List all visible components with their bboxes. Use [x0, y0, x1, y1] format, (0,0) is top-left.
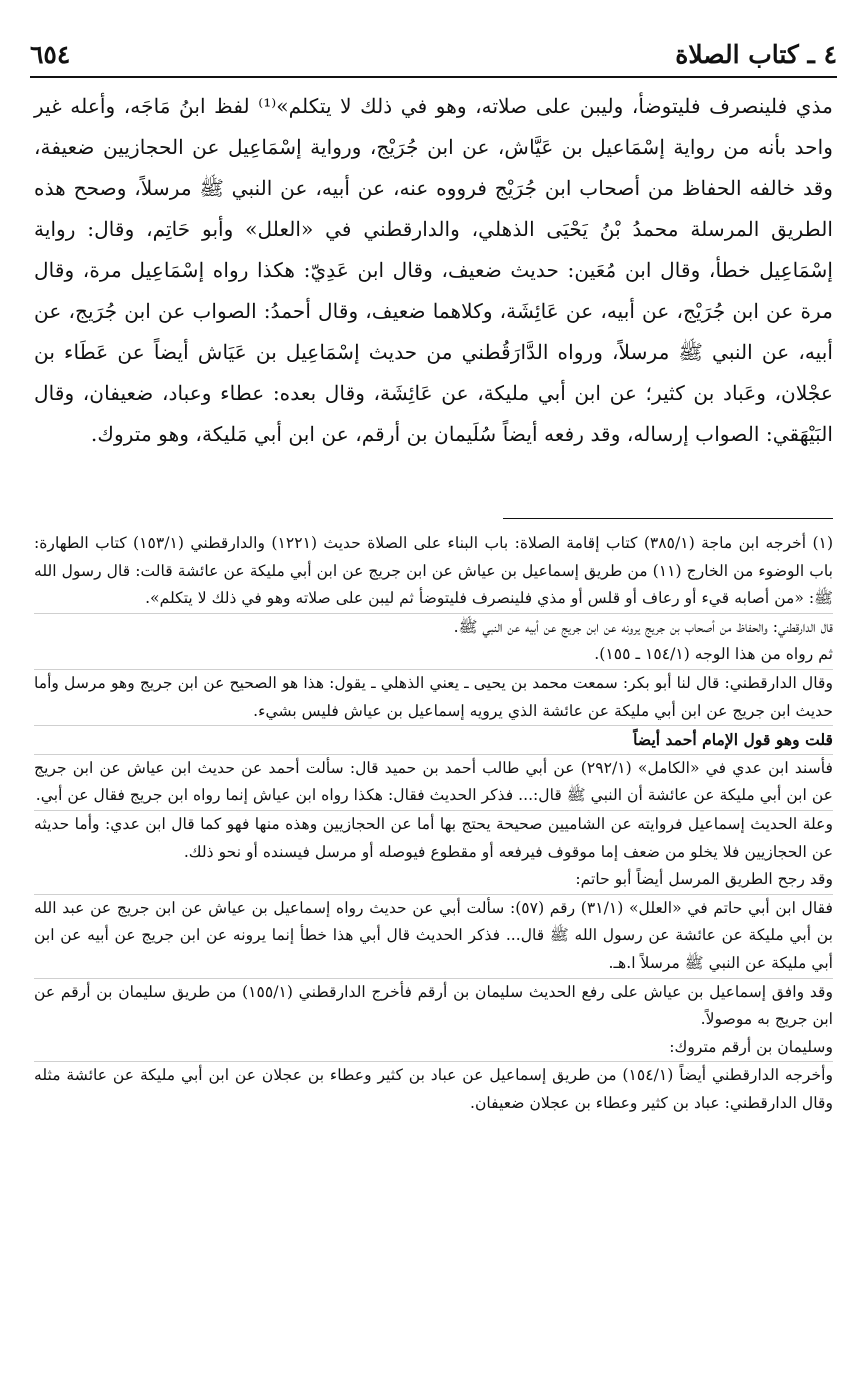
- footnote-paragraph: وقال الدارقطني: قال لنا أبو بكر: سمعت محمد بن يحيى ـ يعني الذهلي ـ يقول: هذا هو الصحيح عن ابن جريج وهو مرسل وأما حديث ابن جريج عن ابن أبي مليكة عن عائشة الذي يرويه إسماعيل بن عياش فليس بشيء.: [34, 673, 833, 720]
- footnote-paragraph: وسليمان بن أرقم متروك:: [669, 1037, 833, 1056]
- footnote-paragraph: فأسند ابن عدي في «الكامل» (٢٩٢/١) عن أبي طالب أحمد بن حميد قال: سألت أحمد عن حديث ابن عياش عن ابن جريج عن ابن أبي مليكة عن عائشة أن النبي ﷺ قال:... فذكر الحديث فقال: هكذا رواه ابن عياش إنما رواه ابن جريج فقال عن أبي.: [34, 758, 833, 805]
- chapter-title: ٤ ـ كتاب الصلاة: [675, 39, 837, 69]
- footnote-heading: قلت وهو قول الإمام أحمد أيضاً: [633, 730, 833, 750]
- footnote-paragraph: ثم رواه من هذا الوجه (١٥٤/١ ـ ١٥٥).: [594, 645, 833, 664]
- footnote-paragraph: وقد وافق إسماعيل بن عياش على رفع الحديث سليمان بن أرقم فأخرج الدارقطني (١٥٥/١) من طريق سليمان بن أرقم عن ابن جريج به موصولاً.: [34, 982, 833, 1029]
- footnotes: [34, 530, 833, 1117]
- footnote-paragraph: قال الدارقطني: والحفاظ من أصحاب بن جريج يرونه عن ابن جريج عن أبيه عن النبي ﷺ.: [453, 617, 833, 636]
- footnote-paragraph: وأخرجه الدارقطني أيضاً (١٥٤/١) من طريق إسماعيل عن عباد بن كثير وعطاء بن عجلان عن ابن أبي مليكة عن عائشة مثله وقال الدارقطني: عباد بن كثير وعطاء بن عجلان ضعيفان.: [34, 1066, 833, 1112]
- footnote-paragraph: فقال ابن أبي حاتم في «العلل» (٣١/١) رقم (٥٧): سألت أبي عن حديث رواه إسماعيل بن عياش عن ابن جريج عن عبد الله بن أبي مليكة عن عائشة عن رسول الله ﷺ قال... فذكر الحديث قال أبي هذا خطأ إنما يرونه عن ابن جريج عن أبيه عن ابن أبي مليكة عن النبي ﷺ مرسلاً ا.هـ.: [34, 898, 833, 972]
- main-text: [34, 86, 833, 455]
- page-header: [30, 34, 837, 74]
- footnote-paragraph: وعلة الحديث إسماعيل فروايته عن الشاميين صحيحة يحتج بها أما عن الحجازيين وهذه منها فهو كما قال ابن عدي: وأما حديثه عن الحجازيين فلا يخلو من ضعف إما موقوف فيرفعه أو مقطوع فيوصله أو مرسل فيسنده أو نحو ذلك.: [34, 814, 833, 861]
- header-divider: [30, 76, 837, 78]
- footnote-divider: [503, 518, 833, 519]
- page-number: ٦٥٤: [30, 39, 71, 69]
- footnote-paragraph: وقد رجح الطريق المرسل أيضاً أبو حاتم:: [575, 870, 833, 889]
- footnote-1: (١) أخرجه ابن ماجة (٣٨٥/١) كتاب إقامة الصلاة: باب البناء على الصلاة حديث (١٢٢١) والدارقطني (١٥٣/١) كتاب الطهارة: باب الوضوء من الخارج (١١) من طريق إسماعيل بن عياش عن ابن جريج عن ابن أبي مليكة عن عائشة قالت: قال رسول الله ﷺ: «من أصابه قيء أو رعاف أو قلس أو مذي فلينصرف فليتوضأ ثم ليبن على صلاته وهو في ذلك لا يتكلم».: [34, 534, 834, 608]
- main-paragraph: مذي فلينصرف فليتوضأ، وليبن على صلاته، وهو في ذلك لا يتكلم»⁽¹⁾ لفظ ابنُ مَاجَه، وأعله غير واحد بأنه من رواية إسْمَاعيل بن عَيَّاش، عن ابن جُرَيْج، ورواية إسْمَاعِيل عن الحجازيين ضعيفة، وقد خالفه الحفاظ من أصحاب ابن جُرَيْج فرووه عنه، عن أبيه، عن النبي ﷺ مرسلاً، وصحح هذه الطريق المرسلة محمدُ بْنُ يَحْيَى الذهلي، والدارقطني في «العلل» وأبو حَاتِم، وقال: رواية إسْمَاعِيل خطأ، وقال ابن مُعَين: حديث ضعيف، وقال ابن عَدِيّ: هكذا رواه إسْمَاعِيل مرة، وقال مرة عن ابن جُرَيْج، عن أبيه، عن عَائِشَة، وكلاهما ضعيف، وقال أحمدُ: الصواب عن ابن جُرَيج، عن أبيه، عن النبي ﷺ مرسلاً، ورواه الدَّارَقُطني من حديث إسْمَاعِيل بن عَيَاش أيضاً عن عَطَاء بن عجْلان، وعَباد بن كثير؛ عن ابن أبي مليكة، عن عَائِشَة، وقال بعده: عطاء وعباد، ضعيفان، وقال البَيْهَقي: الصواب إرساله، وقد رفعه أيضاً سُلَيمان بن أرقم، عن ابن أبي مَليكة، وهو متروك.: [34, 94, 833, 446]
